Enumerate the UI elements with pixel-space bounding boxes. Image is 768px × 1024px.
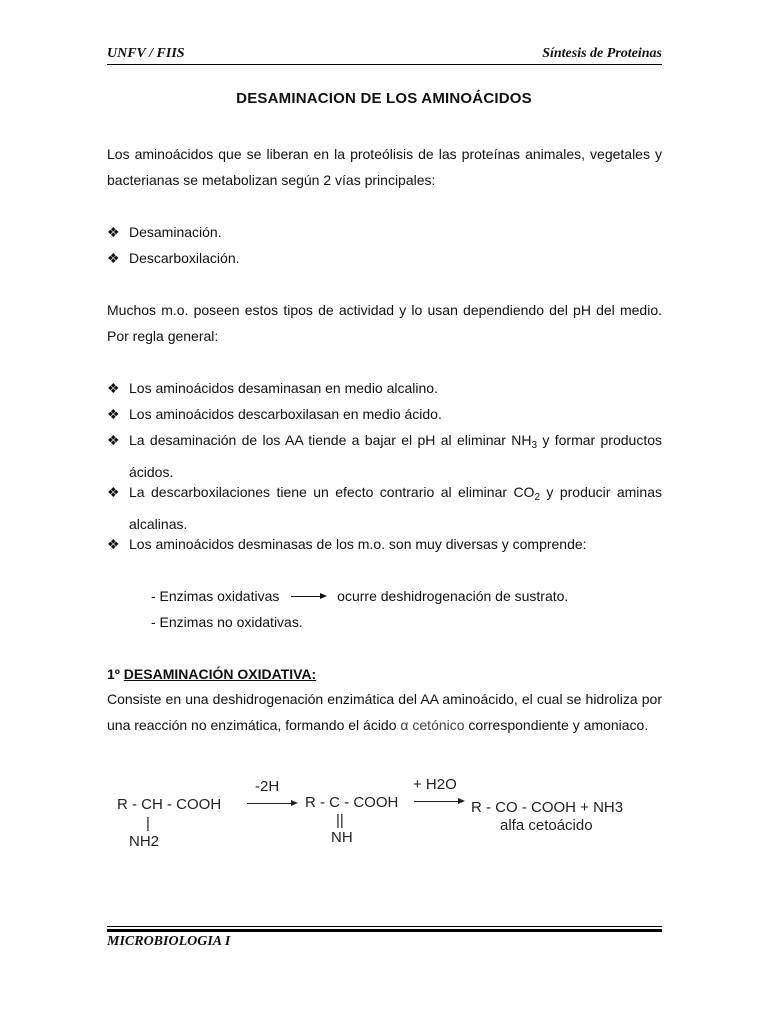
section-paragraph: Consiste en una deshidrogenación enzimática del AA aminoácido, el cual se hidroliza por una reacción no enzimática, formando el ácido α cetónico correspondiente y amoniaco. <box>107 691 662 733</box>
header-rule <box>107 64 662 65</box>
footer-label: MICROBIOLOGIA I <box>107 934 231 949</box>
list-item: ❖ Los aminoácidos desaminasan en medio alcalino. <box>107 375 662 401</box>
diamond-bullet-icon: ❖ <box>107 484 120 500</box>
arrow-head-icon <box>458 798 465 804</box>
section-heading: 1º DESAMINACIÓN OXIDATIVA: <box>107 666 317 682</box>
list-item: ❖ Desaminación. <box>107 219 662 245</box>
list-item: ❖ Los aminoácidos descarboxilasan en medio ácido. <box>107 401 662 427</box>
diamond-bullet-icon: ❖ <box>107 250 120 266</box>
list-item: ❖ La descarboxilaciones tiene un efecto contrario al eliminar $CO_2$ y producir aminas alcalinas. <box>107 479 662 537</box>
page-title: DESAMINACION DE LOS AMINOÁCIDOS <box>236 90 532 107</box>
reaction-arrow-1 <box>247 803 292 804</box>
intermediate-formula: R - C - COOH <box>305 794 399 811</box>
reactant-group: NH2 <box>129 833 160 850</box>
diamond-bullet-icon: ❖ <box>107 224 120 240</box>
reaction-arrow-2 <box>414 801 459 802</box>
step2-label: + H2O <box>413 776 457 793</box>
enzyme-non-oxidative: - Enzimas no oxidativas. <box>151 614 303 630</box>
header-left: UNFV / FIIS <box>107 46 185 61</box>
product-formula: R - CO - COOH + NH3 <box>471 799 624 816</box>
enzyme-oxidative-result: ocurre deshidrogenación de sustrato. <box>337 588 569 604</box>
right-arrow-icon <box>291 591 327 601</box>
intermediate-bond: || <box>336 812 344 829</box>
product-name: alfa cetoácido <box>500 817 593 834</box>
diamond-bullet-icon: ❖ <box>107 406 120 422</box>
intro-paragraph: Los aminoácidos que se liberan en la proteólisis de las proteínas animales, vegetales y bacterianas se metabolizan según 2 vías principales: <box>107 146 662 188</box>
footer-rule-thick <box>107 929 662 932</box>
footer-rule-thin <box>107 926 662 927</box>
step1-label: -2H <box>255 778 280 795</box>
list-item: ❖ Descarboxilación. <box>107 245 662 271</box>
header-right: Síntesis de Proteinas <box>542 46 662 61</box>
reactant-bond: | <box>146 815 150 832</box>
list-item: ❖ La desaminación de los AA tiende a bajar el pH al eliminar $NH_3$ y formar productos ácidos. <box>107 427 662 485</box>
diamond-bullet-icon: ❖ <box>107 380 120 396</box>
list-item: ❖ Los aminoácidos desminasas de los m.o. son muy diversas y comprende: <box>107 531 662 557</box>
diamond-bullet-icon: ❖ <box>107 432 120 448</box>
intermediate-group: NH <box>331 829 353 846</box>
diamond-bullet-icon: ❖ <box>107 536 120 552</box>
enzyme-oxidative-label: - Enzimas oxidativas <box>151 588 280 604</box>
reactant-formula: R - CH - COOH <box>117 796 222 813</box>
arrow-head-icon <box>291 800 298 806</box>
rule-intro-paragraph: Muchos m.o. poseen estos tipos de actividad y lo usan dependiendo del pH del medio. Por regla general: <box>107 302 662 344</box>
enzyme-oxidative-row <box>151 583 568 609</box>
